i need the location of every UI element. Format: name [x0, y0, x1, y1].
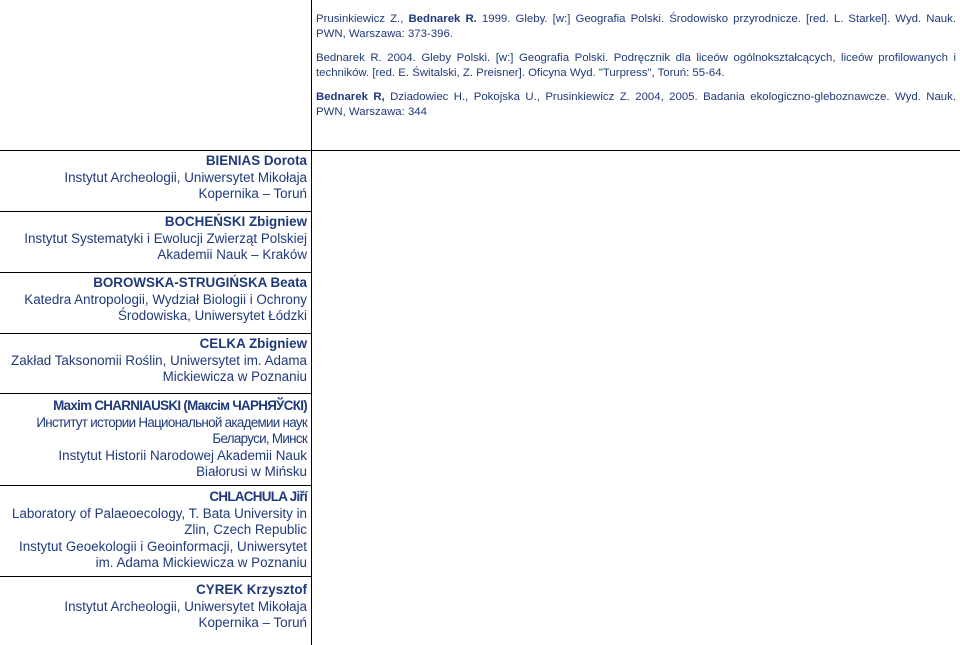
person-name: BOROWSKA-STRUGIŃSKA Beata [93, 275, 307, 290]
references-cell [316, 12, 956, 119]
affiliation-line: Instytut Systematyki i Ewolucji Zwierząt Polskiej [24, 230, 307, 246]
person-name: CYREK Krzysztof [196, 582, 307, 597]
affiliation-line: im. Adama Mickiewicza w Poznaniu [95, 555, 307, 571]
row-divider [0, 485, 311, 486]
row-divider [0, 333, 311, 334]
person-name: CHLACHULA Jiří [209, 489, 307, 504]
person-entry [0, 582, 309, 632]
column-divider [311, 0, 312, 645]
affiliation-line: Środowiska, Uniwersytet Łódzki [117, 308, 307, 324]
person-name: BOCHEŃSKI Zbigniew [164, 214, 307, 229]
affiliation-line: Instytut Archeologii, Uniwersytet Mikołaja [64, 598, 307, 614]
affiliation-line: Zlin, Czech Republic [184, 522, 307, 538]
affiliation-line: Kopernika – Toruń [198, 186, 307, 202]
person-name: CELKA Zbigniew [199, 336, 307, 351]
row-divider [0, 272, 311, 273]
reference-2: Bednarek R. 2004. Gleby Polski. [w:] Geografia Polski. Podręcznik dla liceów ogólnokształcących, liceów profilowanych i techników. [red. E. Świtalski, Z. Preisner]. Oficyna Wyd. "Turpress", Toruń: 55-64. [316, 52, 956, 79]
affiliation-line: Kopernika – Toruń [198, 615, 307, 631]
reference-1: Prusinkiewicz Z., Bednarek R. 1999. Gleby. [w:] Geografia Polski. Środowisko przyrodnicze. [red. L. Starkel]. Wyd. Nauk. PWN, Warszawa: 373-396. [316, 13, 956, 40]
affiliation-line: Zakład Taksonomii Roślin, Uniwersytet im. Adama [11, 352, 307, 368]
person-name: BIENIAS Dorota [205, 153, 307, 168]
person-name: Maxim CHARNIAUSKI (Максім ЧАРНЯЎСКІ) [53, 398, 307, 413]
person-entry [0, 336, 309, 386]
affiliation-line: Беларуси, Минск [212, 431, 307, 447]
person-entry [0, 214, 309, 264]
affiliation-line: Laboratory of Palaeoecology, T. Bata University in [11, 505, 307, 521]
row-divider [0, 211, 311, 212]
affiliation-line: Katedra Antropologii, Wydział Biologii i Ochrony [24, 291, 307, 307]
person-entry [0, 398, 309, 481]
person-entry [0, 153, 309, 203]
row-divider [0, 150, 960, 151]
affiliation-line: Instytut Geoekologii i Geoinformacji, Uniwersytet [18, 538, 307, 554]
person-entry [0, 489, 309, 572]
reference-3: Bednarek R, Dziadowiec H., Pokojska U., Prusinkiewicz Z. 2004, 2005. Badania ekologiczno-gleboznawcze. Wyd. Nauk. PWN, Warszawa: 344 [316, 91, 956, 118]
row-divider [0, 576, 311, 577]
affiliation-line: Białorusi w Mińsku [196, 464, 307, 480]
row-divider [0, 393, 311, 394]
affiliation-line: Instytut Historii Narodowej Akademii Nauk [58, 447, 307, 463]
affiliation-line: Instytut Archeologii, Uniwersytet Mikołaja [64, 169, 307, 185]
person-entry [0, 275, 309, 325]
affiliation-line: Институт истории Национальной академии наук [36, 414, 307, 430]
affiliation-line: Akademii Nauk – Kraków [157, 247, 307, 263]
affiliation-line: Mickiewicza w Poznaniu [162, 369, 307, 385]
